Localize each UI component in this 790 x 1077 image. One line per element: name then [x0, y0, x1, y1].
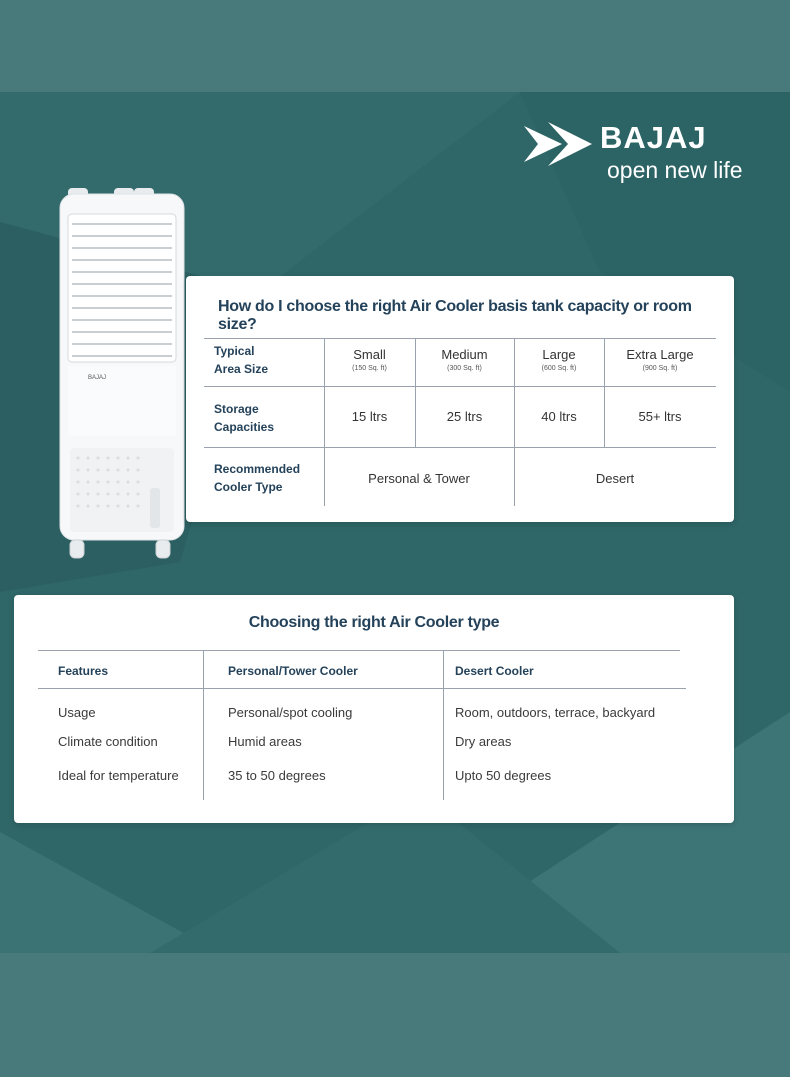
- type-title: Choosing the right Air Cooler type: [248, 614, 500, 631]
- capacity-title: How do I choose the right Air Cooler basis tank capacity or room size?: [218, 298, 692, 333]
- brand-name: BAJAJ: [600, 120, 707, 155]
- size-large: Large (600 Sq. ft): [541, 347, 577, 372]
- size-small: Small (150 Sq. ft): [352, 347, 387, 372]
- feature-usage: Usage: [58, 705, 96, 720]
- capacity-medium: 25 ltrs: [446, 409, 483, 424]
- personal-temperature: 35 to 50 degrees: [228, 768, 326, 783]
- size-medium: Medium (300 Sq. ft): [441, 347, 488, 372]
- desert-usage: Room, outdoors, terrace, backyard: [455, 705, 656, 720]
- bajaj-arrow-icon: [522, 118, 594, 170]
- row-label-area: Typical Area Size: [214, 344, 269, 376]
- personal-climate: Humid areas: [228, 734, 302, 749]
- desert-temperature: Upto 50 degrees: [455, 768, 552, 783]
- type-desert: Desert: [595, 471, 635, 486]
- bottom-band: [0, 953, 790, 1077]
- table-rule: [38, 650, 680, 651]
- air-cooler-image: [58, 188, 186, 560]
- size-extra-large: Extra Large (900 Sq. ft): [626, 347, 694, 372]
- capacity-card: [186, 276, 734, 522]
- row-label-type: Recommended Cooler Type: [214, 462, 301, 494]
- top-band: [0, 0, 790, 92]
- desert-climate: Dry areas: [455, 734, 512, 749]
- table-rule: [204, 447, 716, 448]
- brand-tagline: open new life: [607, 157, 743, 183]
- cooler-badge: BAJAJ: [88, 375, 107, 381]
- bajaj-logo: [522, 118, 770, 188]
- table-divider: [203, 650, 204, 800]
- header-personal-tower: Personal/Tower Cooler: [228, 664, 358, 678]
- feature-temperature: Ideal for temperature: [58, 768, 179, 783]
- personal-usage: Personal/spot cooling: [228, 705, 353, 720]
- header-features: Features: [58, 664, 109, 678]
- feature-climate: Climate condition: [58, 734, 158, 749]
- table-rule: [204, 338, 716, 339]
- type-card: [14, 595, 734, 823]
- table-divider: [443, 650, 444, 800]
- capacity-large: 40 ltrs: [541, 409, 577, 424]
- header-desert: Desert Cooler: [455, 664, 534, 678]
- type-personal-tower: Personal & Tower: [368, 471, 470, 486]
- capacity-extra-large: 55+ ltrs: [638, 409, 682, 424]
- table-rule: [38, 688, 686, 689]
- row-label-storage: Storage Capacities: [214, 402, 275, 434]
- table-rule: [204, 386, 716, 387]
- capacity-small: 15 ltrs: [351, 409, 388, 424]
